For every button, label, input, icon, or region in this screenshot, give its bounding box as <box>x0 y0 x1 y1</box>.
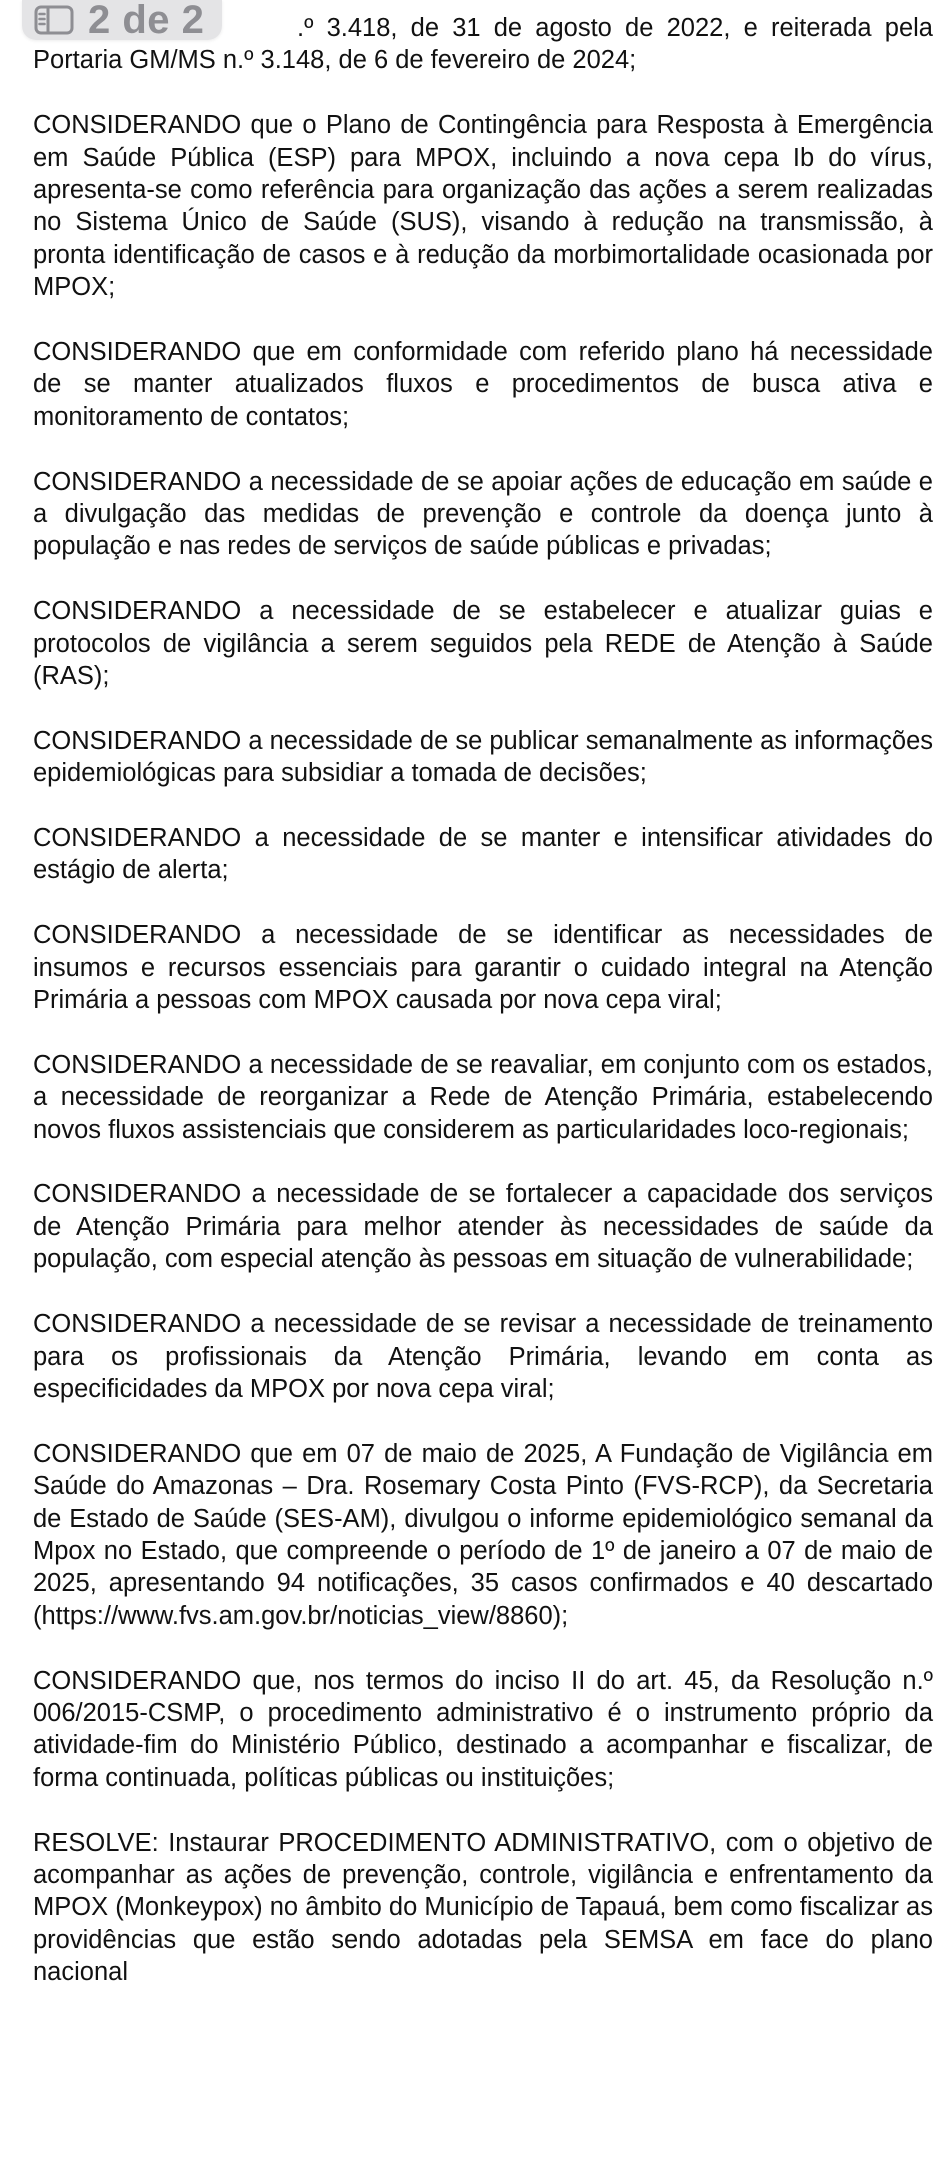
paragraph-considerando-informe: CONSIDERANDO que em 07 de maio de 2025, A Fundação de Vigilância em Saúde do Amazonas – Dra. Rosemary Costa Pinto (FVS-RCP), da Secretaria de Estado de Saúde (SES-AM), divulgou o informe epidemiológico semanal da Mpox no Estado, que compreende o período de 1º de janeiro a 07 de maio de 2025, apresentando 94 notificações, 35 casos confirmados e 40 descartado (https://www.fvs.am.gov.br/noticias_view/8860); <box>33 1439 933 1630</box>
paragraph-considerando-guias: CONSIDERANDO a necessidade de se estabelecer e atualizar guias e protocolos de vigilância a serem seguidos pela REDE de Atenção à Saúde (RAS); <box>33 597 933 691</box>
paragraph-portaria: .º 3.418, de 31 de agosto de 2022, e reiterada pela Portaria GM/MS n.º 3.148, de 6 de fevereiro de 2024; <box>33 14 933 75</box>
paragraph-considerando-reorganizar: CONSIDERANDO a necessidade de se reavaliar, em conjunto com os estados, a necessidade de reorganizar a Rede de Atenção Primária, estabelecendo novos fluxos assistenciais que considerem as particularidades loco-regionais; <box>33 1050 933 1144</box>
paragraph-considerando-plano-contingencia: CONSIDERANDO que o Plano de Contingência para Resposta à Emergência em Saúde Pública (ESP) para MPOX, incluindo a nova cepa Ib do vírus, apresenta-se como referência para organização das ações a serem realizadas no Sistema Único de Saúde (SUS), visando à redução na transmissão, à pronta identificação de casos e à redução da morbimortalidade ocasionada por MPOX; <box>33 111 933 302</box>
paragraph-considerando-alerta: CONSIDERANDO a necessidade de se manter e intensificar atividades do estágio de alerta; <box>33 824 933 885</box>
paragraph-resolve: RESOLVE: Instaurar PROCEDIMENTO ADMINISTRATIVO, com o objetivo de acompanhar as ações de prevenção, controle, vigilância e enfrentamento da MPOX (Monkeypox) no âmbito do Município de Tapauá, bem como fiscalizar as providências que estão sendo adotadas pela SEMSA em face do plano nacional <box>33 1828 933 1987</box>
paragraph-considerando-informacoes: CONSIDERANDO a necessidade de se publicar semanalmente as informações epidemiológicas para subsidiar a tomada de decisões; <box>33 726 933 788</box>
document-body <box>33 12 933 2021</box>
page-indicator-label: 2 de 2 <box>88 0 205 42</box>
paragraph-considerando-insumos: CONSIDERANDO a necessidade de se identificar as necessidades de insumos e recursos essenciais para garantir o cuidado integral na Atenção Primária a pessoas com MPOX causada por nova cepa viral; <box>33 921 933 1015</box>
paragraph-considerando-capacidade: CONSIDERANDO a necessidade de se fortalecer a capacidade dos serviços de Atenção Primária para melhor atender às necessidades de saúde da população, com especial atenção às pessoas em situação de vulnerabilidade; <box>33 1180 933 1274</box>
paragraph-considerando-resolucao: CONSIDERANDO que, nos termos do inciso II do art. 45, da Resolução n.º 006/2015-CSMP, o procedimento administrativo é o instrumento próprio da atividade-fim do Ministério Público, destinado a acompanhar e fiscalizar, de forma continuada, políticas públicas ou instituições; <box>33 1666 933 1792</box>
page-indicator[interactable] <box>22 0 222 40</box>
sidebar-icon[interactable] <box>34 5 74 35</box>
paragraph-considerando-fluxos: CONSIDERANDO que em conformidade com referido plano há necessidade de se manter atualizados fluxos e procedimentos de busca ativa e monitoramento de contatos; <box>33 338 933 431</box>
paragraph-considerando-educacao: CONSIDERANDO a necessidade de se apoiar ações de educação em saúde e a divulgação das medidas de prevenção e controle da doença junto à população e nas redes de serviços de saúde públicas e privadas; <box>33 467 933 561</box>
paragraph-considerando-treinamento: CONSIDERANDO a necessidade de se revisar a necessidade de treinamento para os profissionais da Atenção Primária, levando em conta as especificidades da MPOX por nova cepa viral; <box>33 1310 933 1403</box>
